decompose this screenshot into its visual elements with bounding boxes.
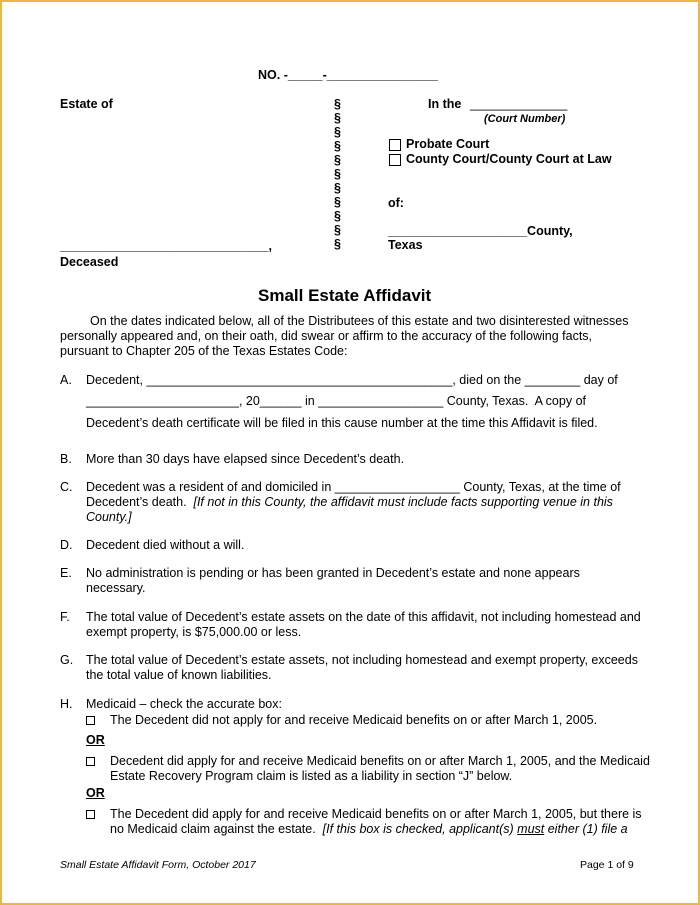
intro-line: On the dates indicated below, all of the Distributees of this estate and two disinterested witnesses [90, 314, 629, 328]
item-c-line: Decedent was a resident of and domiciled in __________________ County, Texas, at the time of [86, 480, 621, 494]
item-d-line: Decedent died without a will. [86, 538, 245, 552]
item-letter: G. [60, 653, 74, 667]
item-letter: A. [60, 373, 72, 387]
medicaid-option-3-text: no Medicaid claim against the estate. [110, 822, 323, 836]
item-b-line: More than 30 days have elapsed since Decedent’s death. [86, 452, 405, 466]
section-mark: § [334, 223, 341, 237]
of-label: of: [388, 196, 404, 210]
deceased-label: Deceased [60, 255, 119, 269]
item-f-line: exempt property, is $75,000.00 or less. [86, 625, 302, 639]
probate-court-checkbox[interactable] [389, 139, 401, 151]
section-mark: § [334, 209, 341, 223]
item-c-venue-note-end: County.] [86, 510, 132, 524]
court-number-label: (Court Number) [484, 113, 566, 125]
item-c-text: Decedent’s death. [86, 495, 194, 509]
item-a-line: Decedent, ____________________________________________, died on the ________ day of [86, 373, 618, 387]
texas-label: Texas [388, 238, 423, 252]
section-mark: § [334, 111, 341, 125]
medicaid-option-2-label: Estate Recovery Program claim is listed as a liability in section “J” below. [110, 769, 513, 783]
in-the-label: In the [428, 97, 462, 111]
section-mark: § [334, 167, 341, 181]
county-court-label: County Court/County Court at Law [406, 152, 612, 166]
medicaid-option-3-note-emphasis: must [517, 822, 545, 836]
item-letter: E. [60, 566, 72, 580]
medicaid-option-2-checkbox[interactable] [86, 757, 95, 766]
intro-line: pursuant to Chapter 205 of the Texas Estates Code: [60, 344, 348, 358]
probate-court-label: Probate Court [406, 137, 490, 151]
medicaid-option-3-label: The Decedent did apply for and receive Medicaid benefits on or after March 1, 2005, but there is [110, 807, 642, 821]
medicaid-option-2-label: Decedent did apply for and receive Medicaid benefits on or after March 1, 2005, and the Medicaid [110, 754, 650, 768]
item-g-line: The total value of Decedent’s estate assets, not including homestead and exempt property, exceeds [86, 653, 638, 667]
or-separator: OR [86, 786, 105, 800]
section-mark: § [334, 125, 341, 139]
section-mark: § [334, 97, 341, 111]
section-mark: § [334, 181, 341, 195]
item-h-line: Medicaid – check the accurate box: [86, 697, 282, 711]
item-letter: D. [60, 538, 73, 552]
county-court-checkbox[interactable] [389, 154, 401, 166]
item-letter: C. [60, 480, 73, 494]
item-f-line: The total value of Decedent’s estate assets on the date of this affidavit, not including homestead and [86, 610, 641, 624]
deceased-name-blank[interactable]: ______________________________, [60, 239, 273, 253]
section-mark: § [334, 139, 341, 153]
item-e-line: necessary. [86, 581, 146, 595]
or-separator: OR [86, 733, 105, 747]
section-mark: § [334, 153, 341, 167]
estate-of-label: Estate of [60, 97, 113, 111]
section-mark: § [334, 195, 341, 209]
section-mark: § [334, 237, 341, 251]
item-letter: F. [60, 610, 70, 624]
item-e-line: No administration is pending or has been granted in Decedent’s estate and none appears [86, 566, 580, 580]
medicaid-option-3-checkbox[interactable] [86, 810, 95, 819]
medicaid-option-3-note: [If this box is checked, applicant(s) [322, 822, 518, 836]
document-title: Small Estate Affidavit [258, 286, 432, 305]
medicaid-option-1-checkbox[interactable] [86, 716, 95, 725]
medicaid-option-3-label [110, 822, 628, 837]
medicaid-option-1-label: The Decedent did not apply for and receive Medicaid benefits on or after March 1, 2005. [110, 713, 598, 727]
county-name-blank[interactable]: ____________________County, [388, 224, 573, 238]
footer-page-number: Page 1 of 9 [580, 859, 634, 871]
item-a-line: ______________________, 20______ in __________________ County, Texas. A copy of [86, 394, 586, 408]
item-g-line: the total value of known liabilities. [86, 668, 272, 682]
item-letter: B. [60, 452, 72, 466]
intro-line: personally appeared and, on their oath, did swear or affirm to the accuracy of the following facts, [60, 329, 593, 343]
footer-form-name: Small Estate Affidavit Form, October 2017 [60, 859, 256, 871]
item-a-line: Decedent’s death certificate will be filed in this cause number at the time this Affidavit is filed. [86, 416, 598, 430]
item-c-line [86, 495, 613, 510]
medicaid-option-3-note: either (1) file a [544, 822, 628, 836]
item-c-venue-note: [If not in this County, the affidavit must include facts supporting venue in this [193, 495, 613, 509]
court-number-blank[interactable]: ______________ [470, 97, 568, 111]
cause-number: NO. -_____-________________ [258, 68, 439, 82]
item-letter: H. [60, 697, 73, 711]
